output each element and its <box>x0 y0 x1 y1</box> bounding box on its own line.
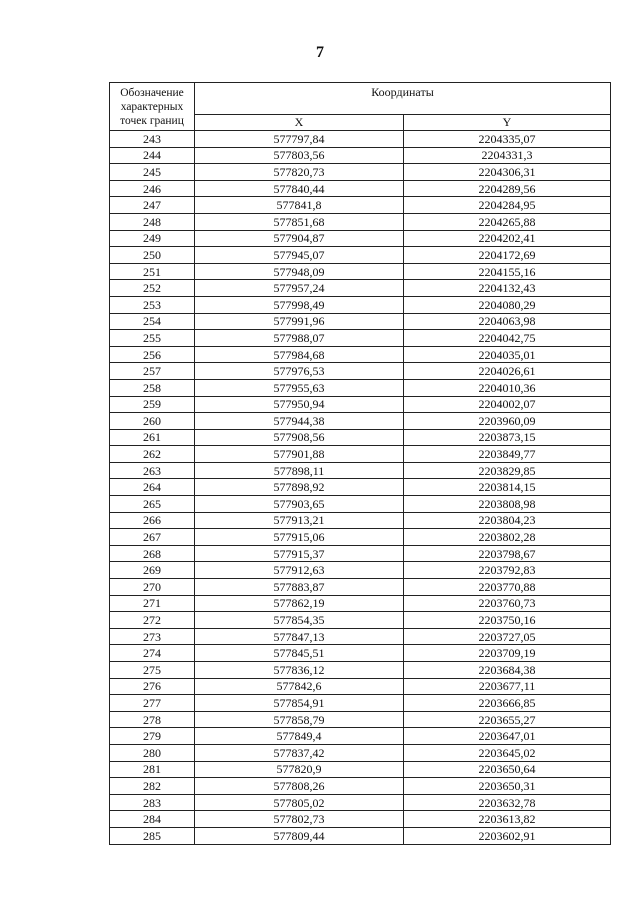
cell-x: 577858,79 <box>195 711 404 728</box>
cell-x: 577854,35 <box>195 612 404 629</box>
cell-y: 2203677,11 <box>404 678 611 695</box>
cell-point: 281 <box>110 761 195 778</box>
table-row <box>110 744 611 761</box>
cell-point: 272 <box>110 612 195 629</box>
cell-point: 273 <box>110 628 195 645</box>
cell-point: 265 <box>110 496 195 513</box>
cell-point: 282 <box>110 778 195 795</box>
table-row <box>110 313 611 330</box>
cell-point: 266 <box>110 512 195 529</box>
cell-x: 577805,02 <box>195 794 404 811</box>
cell-x: 577998,49 <box>195 296 404 313</box>
cell-x: 577854,91 <box>195 695 404 712</box>
cell-x: 577845,51 <box>195 645 404 662</box>
table-row <box>110 728 611 745</box>
table-row <box>110 346 611 363</box>
cell-y: 2203802,28 <box>404 529 611 546</box>
table-row <box>110 496 611 513</box>
cell-y: 2203760,73 <box>404 595 611 612</box>
cell-point: 246 <box>110 180 195 197</box>
table-row <box>110 147 611 164</box>
cell-point: 243 <box>110 131 195 148</box>
cell-point: 283 <box>110 794 195 811</box>
table-row <box>110 213 611 230</box>
cell-point: 276 <box>110 678 195 695</box>
cell-y: 2203709,19 <box>404 645 611 662</box>
cell-point: 277 <box>110 695 195 712</box>
cell-x: 577912,63 <box>195 562 404 579</box>
cell-x: 577797,84 <box>195 131 404 148</box>
table-row <box>110 379 611 396</box>
cell-y: 2204155,16 <box>404 263 611 280</box>
cell-point: 284 <box>110 811 195 828</box>
cell-x: 577802,73 <box>195 811 404 828</box>
cell-x: 577950,94 <box>195 396 404 413</box>
cell-x: 577903,65 <box>195 496 404 513</box>
header-point-designation: Обозначение характерных точек границ <box>110 83 195 131</box>
table-row <box>110 562 611 579</box>
cell-x: 577862,19 <box>195 595 404 612</box>
cell-point: 264 <box>110 479 195 496</box>
cell-point: 259 <box>110 396 195 413</box>
cell-y: 2203804,23 <box>404 512 611 529</box>
cell-y: 2203814,15 <box>404 479 611 496</box>
cell-x: 577836,12 <box>195 662 404 679</box>
table-row <box>110 778 611 795</box>
cell-y: 2203829,85 <box>404 462 611 479</box>
cell-point: 252 <box>110 280 195 297</box>
cell-x: 577915,06 <box>195 529 404 546</box>
cell-x: 577991,96 <box>195 313 404 330</box>
cell-x: 577803,56 <box>195 147 404 164</box>
cell-y: 2203770,88 <box>404 579 611 596</box>
table-row <box>110 164 611 181</box>
cell-y: 2204063,98 <box>404 313 611 330</box>
cell-x: 577904,87 <box>195 230 404 247</box>
cell-x: 577851,68 <box>195 213 404 230</box>
cell-y: 2204080,29 <box>404 296 611 313</box>
cell-y: 2204042,75 <box>404 330 611 347</box>
table-row <box>110 230 611 247</box>
cell-y: 2204306,31 <box>404 164 611 181</box>
cell-x: 577988,07 <box>195 330 404 347</box>
cell-x: 577957,24 <box>195 280 404 297</box>
cell-point: 263 <box>110 462 195 479</box>
cell-point: 279 <box>110 728 195 745</box>
cell-point: 280 <box>110 744 195 761</box>
cell-point: 255 <box>110 330 195 347</box>
table-row <box>110 396 611 413</box>
table-row <box>110 462 611 479</box>
cell-x: 577883,87 <box>195 579 404 596</box>
cell-y: 2203632,78 <box>404 794 611 811</box>
cell-point: 268 <box>110 545 195 562</box>
cell-point: 254 <box>110 313 195 330</box>
cell-y: 2203647,01 <box>404 728 611 745</box>
page-number: 7 <box>316 44 324 61</box>
cell-x: 577841,8 <box>195 197 404 214</box>
cell-y: 2204132,43 <box>404 280 611 297</box>
header-coordinates: Координаты <box>195 83 611 115</box>
cell-y: 2203960,09 <box>404 413 611 430</box>
header-x: X <box>195 114 404 130</box>
header-y: Y <box>404 114 611 130</box>
cell-y: 2203792,83 <box>404 562 611 579</box>
cell-y: 2204289,56 <box>404 180 611 197</box>
cell-x: 577944,38 <box>195 413 404 430</box>
cell-point: 250 <box>110 247 195 264</box>
cell-y: 2203645,02 <box>404 744 611 761</box>
cell-point: 245 <box>110 164 195 181</box>
cell-x: 577898,92 <box>195 479 404 496</box>
cell-point: 258 <box>110 379 195 396</box>
cell-y: 2204265,88 <box>404 213 611 230</box>
table-row <box>110 446 611 463</box>
table-row <box>110 529 611 546</box>
table-row <box>110 363 611 380</box>
coordinates-table <box>109 82 611 845</box>
cell-point: 285 <box>110 827 195 844</box>
table-row <box>110 662 611 679</box>
cell-x: 577837,42 <box>195 744 404 761</box>
table-row <box>110 479 611 496</box>
table-row <box>110 263 611 280</box>
cell-x: 577955,63 <box>195 379 404 396</box>
cell-x: 577808,26 <box>195 778 404 795</box>
cell-x: 577898,11 <box>195 462 404 479</box>
cell-x: 577847,13 <box>195 628 404 645</box>
table-row <box>110 811 611 828</box>
cell-x: 577984,68 <box>195 346 404 363</box>
cell-point: 267 <box>110 529 195 546</box>
table-row <box>110 579 611 596</box>
cell-x: 577913,21 <box>195 512 404 529</box>
table-row <box>110 429 611 446</box>
table-row <box>110 711 611 728</box>
cell-point: 274 <box>110 645 195 662</box>
cell-point: 261 <box>110 429 195 446</box>
cell-point: 260 <box>110 413 195 430</box>
cell-y: 2204172,69 <box>404 247 611 264</box>
cell-x: 577840,44 <box>195 180 404 197</box>
table-row <box>110 330 611 347</box>
cell-x: 577820,73 <box>195 164 404 181</box>
table-row <box>110 595 611 612</box>
table-row <box>110 197 611 214</box>
cell-point: 251 <box>110 263 195 280</box>
cell-y: 2204335,07 <box>404 131 611 148</box>
cell-point: 271 <box>110 595 195 612</box>
cell-y: 2203808,98 <box>404 496 611 513</box>
table-row <box>110 628 611 645</box>
cell-x: 577976,53 <box>195 363 404 380</box>
cell-y: 2204331,3 <box>404 147 611 164</box>
table-header-row <box>110 83 611 115</box>
cell-y: 2203650,31 <box>404 778 611 795</box>
cell-x: 577842,6 <box>195 678 404 695</box>
cell-y: 2203727,05 <box>404 628 611 645</box>
cell-point: 248 <box>110 213 195 230</box>
cell-y: 2204010,36 <box>404 379 611 396</box>
cell-point: 270 <box>110 579 195 596</box>
cell-point: 249 <box>110 230 195 247</box>
cell-y: 2203750,16 <box>404 612 611 629</box>
table-row <box>110 612 611 629</box>
cell-y: 2204026,61 <box>404 363 611 380</box>
table-row <box>110 794 611 811</box>
cell-x: 577908,56 <box>195 429 404 446</box>
cell-x: 577809,44 <box>195 827 404 844</box>
table-row <box>110 645 611 662</box>
cell-y: 2204284,95 <box>404 197 611 214</box>
table-row <box>110 827 611 844</box>
table-row <box>110 180 611 197</box>
cell-y: 2203655,27 <box>404 711 611 728</box>
table-row <box>110 678 611 695</box>
cell-x: 577945,07 <box>195 247 404 264</box>
cell-point: 275 <box>110 662 195 679</box>
cell-x: 577820,9 <box>195 761 404 778</box>
cell-y: 2203602,91 <box>404 827 611 844</box>
cell-point: 278 <box>110 711 195 728</box>
table-row <box>110 131 611 148</box>
cell-y: 2204002,07 <box>404 396 611 413</box>
cell-point: 257 <box>110 363 195 380</box>
table-row <box>110 695 611 712</box>
table-row <box>110 512 611 529</box>
cell-x: 577915,37 <box>195 545 404 562</box>
cell-y: 2204202,41 <box>404 230 611 247</box>
table-row <box>110 761 611 778</box>
cell-y: 2204035,01 <box>404 346 611 363</box>
cell-y: 2203650,64 <box>404 761 611 778</box>
cell-y: 2203849,77 <box>404 446 611 463</box>
cell-x: 577901,88 <box>195 446 404 463</box>
cell-y: 2203666,85 <box>404 695 611 712</box>
cell-point: 247 <box>110 197 195 214</box>
table-row <box>110 413 611 430</box>
cell-point: 256 <box>110 346 195 363</box>
cell-point: 269 <box>110 562 195 579</box>
cell-y: 2203798,67 <box>404 545 611 562</box>
cell-y: 2203613,82 <box>404 811 611 828</box>
cell-y: 2203684,38 <box>404 662 611 679</box>
table-row <box>110 280 611 297</box>
cell-y: 2203873,15 <box>404 429 611 446</box>
cell-point: 262 <box>110 446 195 463</box>
table-row <box>110 545 611 562</box>
table-row <box>110 296 611 313</box>
cell-point: 244 <box>110 147 195 164</box>
cell-x: 577948,09 <box>195 263 404 280</box>
table-body <box>110 131 611 845</box>
cell-point: 253 <box>110 296 195 313</box>
cell-x: 577849,4 <box>195 728 404 745</box>
table-row <box>110 247 611 264</box>
